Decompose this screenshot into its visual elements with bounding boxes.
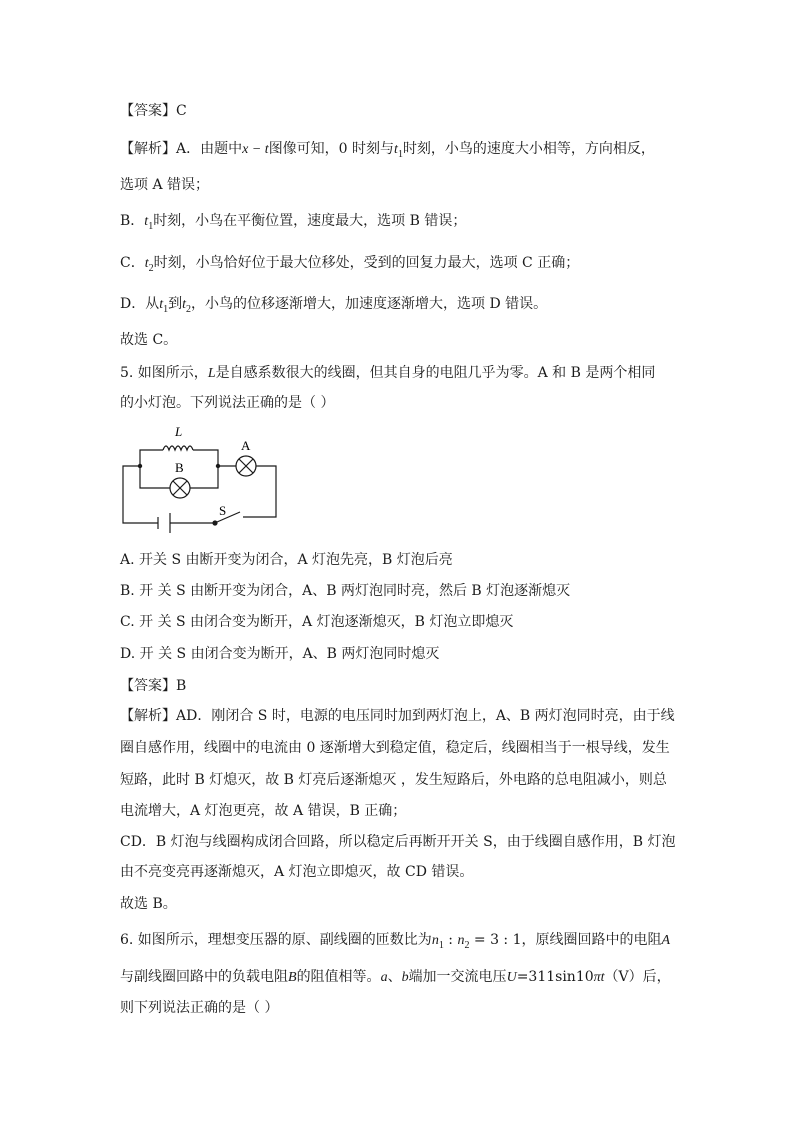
q5-conclusion: 故选 B。 (120, 896, 177, 912)
q4-answer: 【答案】C (120, 103, 187, 119)
q4-option-c-explanation: C．$t_2$时刻，小鸟恰好位于最大位移处，受到的回复力最大，选项 C 正确； (120, 255, 580, 274)
switch-label: S (219, 503, 227, 518)
bulb-b-label: B (175, 460, 184, 475)
text: 图像可知，0 时刻与 (268, 141, 395, 157)
q5-analysis-line-2: 圈自感作用，线圈中的电流由 0 逐渐增大到稳定值，稳定后，线圈相当于一根导线，发生 (120, 740, 670, 756)
q5-answer: 【答案】B (120, 678, 187, 694)
math-t1: $t_1$ (394, 142, 403, 160)
q5-option-b: B. 开 关 S 由断开变为闭合，A、B 两灯泡同时亮，然后 B 灯泡逐渐熄灭 (120, 583, 571, 599)
inductor-label: L (175, 424, 183, 439)
q4-conclusion: 故选 C。 (120, 332, 178, 348)
q4-option-d-explanation: D．从$t_1$到$t_2$，小鸟的位移逐渐增大，加速度逐渐增大，选项 D 错误。 (120, 296, 548, 315)
q5-analysis-line-5: CD．B 灯泡与线圈构成闭合回路，所以稳定后再断开开关 S，由于线圈自感作用，B 灯泡 (120, 834, 676, 850)
bulb-a-label: A (241, 438, 251, 453)
q4-analysis-line-2: 选项 A 错误； (120, 177, 210, 193)
q5-analysis-line-3: 短路，此时 B 灯熄灭，故 B 灯亮后逐渐熄灭 ，发生短路后，外电路的总电阻减小，则总 (120, 772, 667, 788)
q5-analysis-line-4: 电流增大，A 灯泡更亮，故 A 错误，B 正确； (120, 803, 407, 819)
q6-stem-line-1: 6. 如图所示，理想变压器的原、副线圈的匝数比为$n_1$ : $n_2 = 3$ : 1，原线圈回路中的电阻A (120, 932, 671, 951)
q4-analysis-line-1 (120, 139, 655, 165)
q6-stem-line-3: 则下列说法正确的是（ ） (120, 1000, 279, 1016)
q5-stem-line-1: 5. 如图所示，L是自感系数很大的线圈，但其自身的电阻几乎为零。A 和 B 是两个相同 (120, 365, 656, 381)
q5-analysis-line-6: 由不亮变亮再逐渐熄灭，A 灯泡立即熄灭，故 CD 错误。 (120, 864, 474, 880)
q6-stem-line-2: 与副线圈回路中的负载电阻B的阻值相等。a、b端加一交流电压U=311sin10πt（V）后， (120, 969, 671, 985)
q5-option-c: C. 开 关 S 由闭合变为断开，A 灯泡逐渐熄灭，B 灯泡立即熄灭 (120, 614, 514, 630)
q5-circuit-diagram (118, 420, 308, 540)
math-x-t: x − t (242, 142, 269, 157)
q4-option-b-explanation: B．$t_1$时刻，小鸟在平衡位置，速度最大，选项 B 错误； (120, 213, 467, 232)
q5-option-d: D. 开 关 S 由闭合变为断开，A、B 两灯泡同时熄灭 (120, 646, 440, 662)
text: 时刻，小鸟的速度大小相等，方向相反， (402, 141, 655, 157)
q5-option-a: A. 开关 S 由断开变为闭合，A 灯泡先亮，B 灯泡后亮 (120, 552, 453, 568)
q5-stem-line-2: 的小灯泡。下列说法正确的是（ ） (120, 395, 335, 411)
text: 【解析】A．由题中 (120, 141, 243, 157)
q5-analysis-line-1: 【解析】AD．刚闭合 S 时，电源的电压同时加到两灯泡上，A、B 两灯泡同时亮，由于线 (120, 708, 675, 724)
